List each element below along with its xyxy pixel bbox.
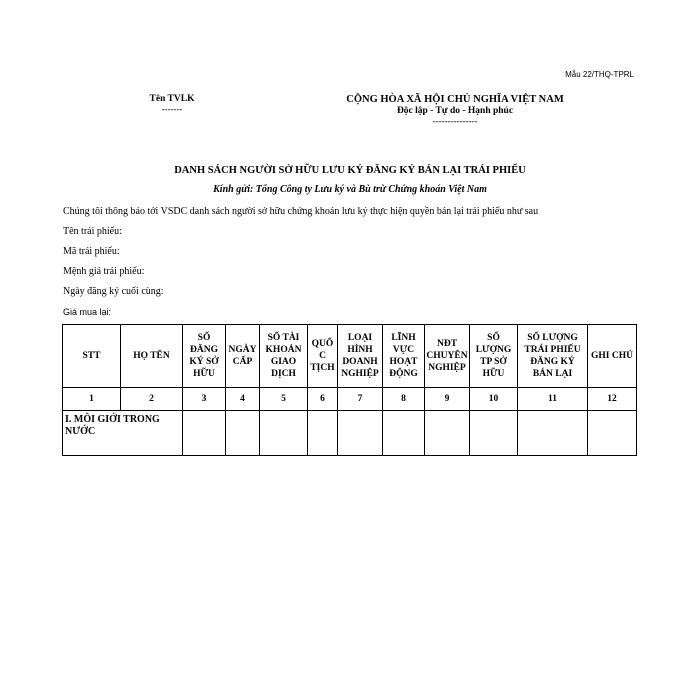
column-header: NGÀY CẤP bbox=[226, 325, 260, 388]
table-cell bbox=[470, 411, 518, 456]
table-header-row bbox=[63, 325, 637, 388]
national-header bbox=[330, 94, 580, 126]
nation-underline: --------------- bbox=[432, 116, 478, 126]
column-number-row bbox=[63, 388, 637, 411]
table-cell bbox=[425, 411, 470, 456]
organization-header bbox=[126, 94, 218, 114]
column-header: SỐ LƯỢNG TRÁI PHIẾU ĐĂNG KÝ BÁN LẠI bbox=[518, 325, 588, 388]
table-cell bbox=[183, 411, 226, 456]
column-number: 9 bbox=[425, 388, 470, 411]
column-header: LOẠI HÌNH DOANH NGHIỆP bbox=[338, 325, 383, 388]
column-header: QUỐC TỊCH bbox=[308, 325, 338, 388]
organization-name: Tên TVLK bbox=[149, 94, 195, 104]
organization-underline: ------- bbox=[161, 104, 183, 114]
column-number: 1 bbox=[63, 388, 121, 411]
bondholder-table bbox=[62, 324, 637, 456]
bond-code-field: Mã trái phiếu: bbox=[63, 246, 120, 257]
bond-name-field: Tên trái phiếu: bbox=[63, 226, 122, 237]
column-header: STT bbox=[63, 325, 121, 388]
table-cell bbox=[338, 411, 383, 456]
par-value-field: Mệnh giá trái phiếu: bbox=[63, 266, 145, 277]
section-label: I. MÔI GIỚI TRONG NƯỚC bbox=[63, 411, 183, 456]
column-header: GHI CHÚ bbox=[588, 325, 637, 388]
table-cell bbox=[383, 411, 425, 456]
column-header: NĐT CHUYÊN NGHIỆP bbox=[425, 325, 470, 388]
column-header: LĨNH VỰC HOẠT ĐỘNG bbox=[383, 325, 425, 388]
column-number: 11 bbox=[518, 388, 588, 411]
record-date-field: Ngày đăng ký cuối cùng: bbox=[63, 286, 164, 297]
table-section-row bbox=[63, 411, 637, 456]
document-recipient: Kính gửi: Tổng Công ty Lưu ký và Bù trừ Chứng khoán Việt Nam bbox=[213, 184, 487, 195]
column-header: SỐ LƯỢNG TP SỞ HỮU bbox=[470, 325, 518, 388]
column-number: 3 bbox=[183, 388, 226, 411]
column-number: 8 bbox=[383, 388, 425, 411]
column-number: 6 bbox=[308, 388, 338, 411]
table-cell bbox=[588, 411, 637, 456]
table-cell bbox=[518, 411, 588, 456]
form-code: Mẫu 22/THQ-TPRL bbox=[565, 70, 634, 79]
column-number: 2 bbox=[121, 388, 183, 411]
column-number: 5 bbox=[260, 388, 308, 411]
column-header: SỐ ĐĂNG KÝ SỞ HỮU bbox=[183, 325, 226, 388]
column-number: 7 bbox=[338, 388, 383, 411]
document-title: DANH SÁCH NGƯỜI SỞ HỮU LƯU KÝ ĐĂNG KÝ BÁN LẠI TRÁI PHIẾU bbox=[174, 165, 526, 176]
column-number: 4 bbox=[226, 388, 260, 411]
buyback-price-field: Giá mua lại: bbox=[63, 307, 112, 317]
column-number: 10 bbox=[470, 388, 518, 411]
table-cell bbox=[260, 411, 308, 456]
table-cell bbox=[308, 411, 338, 456]
column-number: 12 bbox=[588, 388, 637, 411]
intro-text: Chúng tôi thông báo tới VSDC danh sách người sở hữu chứng khoán lưu ký thực hiện quyền bán lại trái phiếu như sau bbox=[63, 206, 539, 217]
nation-title: CỘNG HÒA XÃ HỘI CHỦ NGHĨA VIỆT NAM bbox=[346, 94, 564, 105]
column-header: HỌ TÊN bbox=[121, 325, 183, 388]
column-header: SỐ TÀI KHOẢN GIAO DỊCH bbox=[260, 325, 308, 388]
nation-motto: Độc lập - Tự do - Hạnh phúc bbox=[396, 106, 514, 116]
table-cell bbox=[226, 411, 260, 456]
